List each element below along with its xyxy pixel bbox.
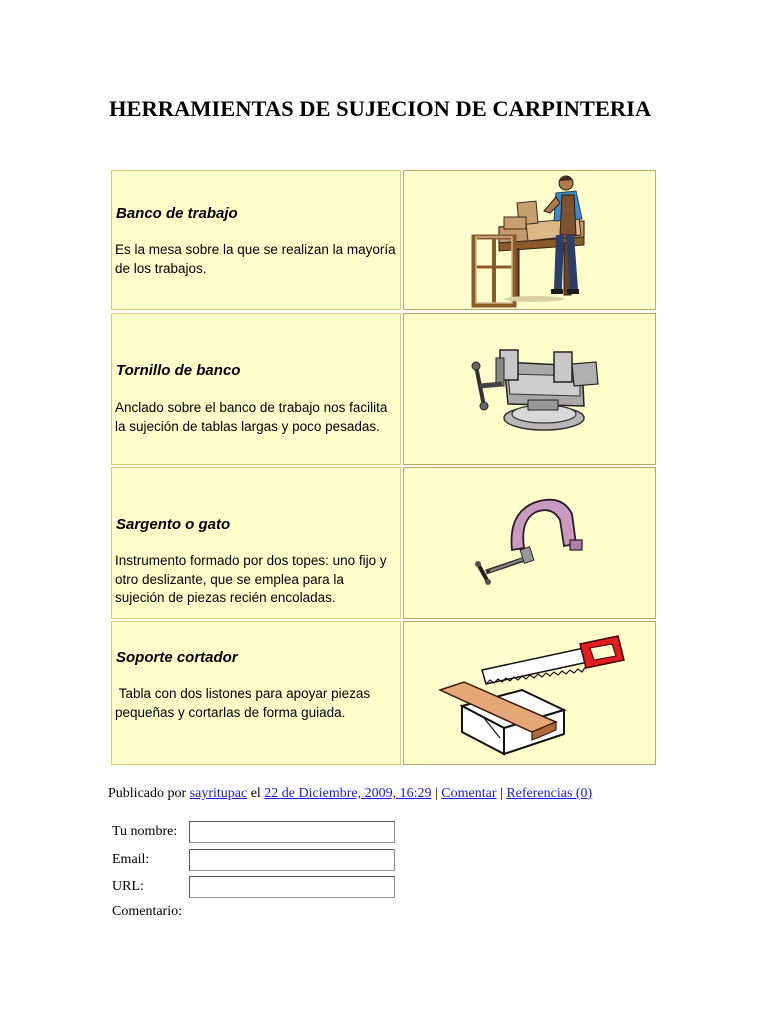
- tool-description: Tabla con dos listones para apoyar piezas pequeñas y cortarlas de forma guiada.: [115, 686, 371, 720]
- tool-description: Es la mesa sobre la que se realizan la mayoría de los trabajos.: [115, 242, 396, 276]
- url-label: URL:: [112, 879, 144, 894]
- separator: |: [500, 786, 503, 801]
- on-label: el: [250, 786, 261, 801]
- tool-image-cell: [403, 467, 656, 619]
- tool-name: Sargento o gato: [116, 516, 231, 533]
- page-title: HERRAMIENTAS DE SUJECION DE CARPINTERIA: [109, 96, 652, 121]
- separator: |: [434, 786, 438, 801]
- published-by-label: Publicado por: [108, 786, 187, 801]
- name-field[interactable]: [189, 821, 395, 843]
- c-clamp-illustration: [404, 468, 657, 620]
- comment-link[interactable]: Comentar: [441, 786, 497, 801]
- carpenter-workbench-illustration: [404, 171, 657, 311]
- email-field[interactable]: [189, 849, 395, 871]
- tool-cell-soporte: [111, 621, 401, 765]
- tool-image-cell: [403, 170, 656, 310]
- comment-label: Comentario:: [112, 904, 182, 919]
- tool-cell-tornillo: [111, 313, 401, 465]
- tool-image-cell: [403, 621, 656, 765]
- tool-description: Anclado sobre el banco de trabajo nos facilita la sujeción de tablas largas y poco pesadas.: [115, 400, 388, 434]
- post-meta: [108, 786, 592, 802]
- name-label: Tu nombre:: [112, 824, 178, 839]
- tool-name: Banco de trabajo: [116, 205, 238, 222]
- tool-name: Tornillo de banco: [116, 362, 241, 379]
- tool-name: Soporte cortador: [116, 649, 238, 666]
- tool-image-cell: [403, 313, 656, 465]
- author-link[interactable]: sayritupac: [189, 786, 248, 801]
- references-link[interactable]: Referencias (0): [506, 786, 593, 801]
- bench-vise-illustration: [404, 314, 657, 466]
- email-label: Email:: [112, 852, 150, 867]
- tool-description: Instrumento formado por dos topes: uno fijo y otro deslizante, que se emplea para la sujeción de piezas recién encoladas.: [115, 553, 387, 605]
- date-link[interactable]: 22 de Diciembre, 2009, 16:29: [264, 786, 432, 801]
- tool-cell-banco: [111, 170, 401, 310]
- url-field[interactable]: [189, 876, 395, 898]
- miter-box-saw-illustration: [404, 622, 657, 766]
- tool-cell-sargento: [111, 467, 401, 619]
